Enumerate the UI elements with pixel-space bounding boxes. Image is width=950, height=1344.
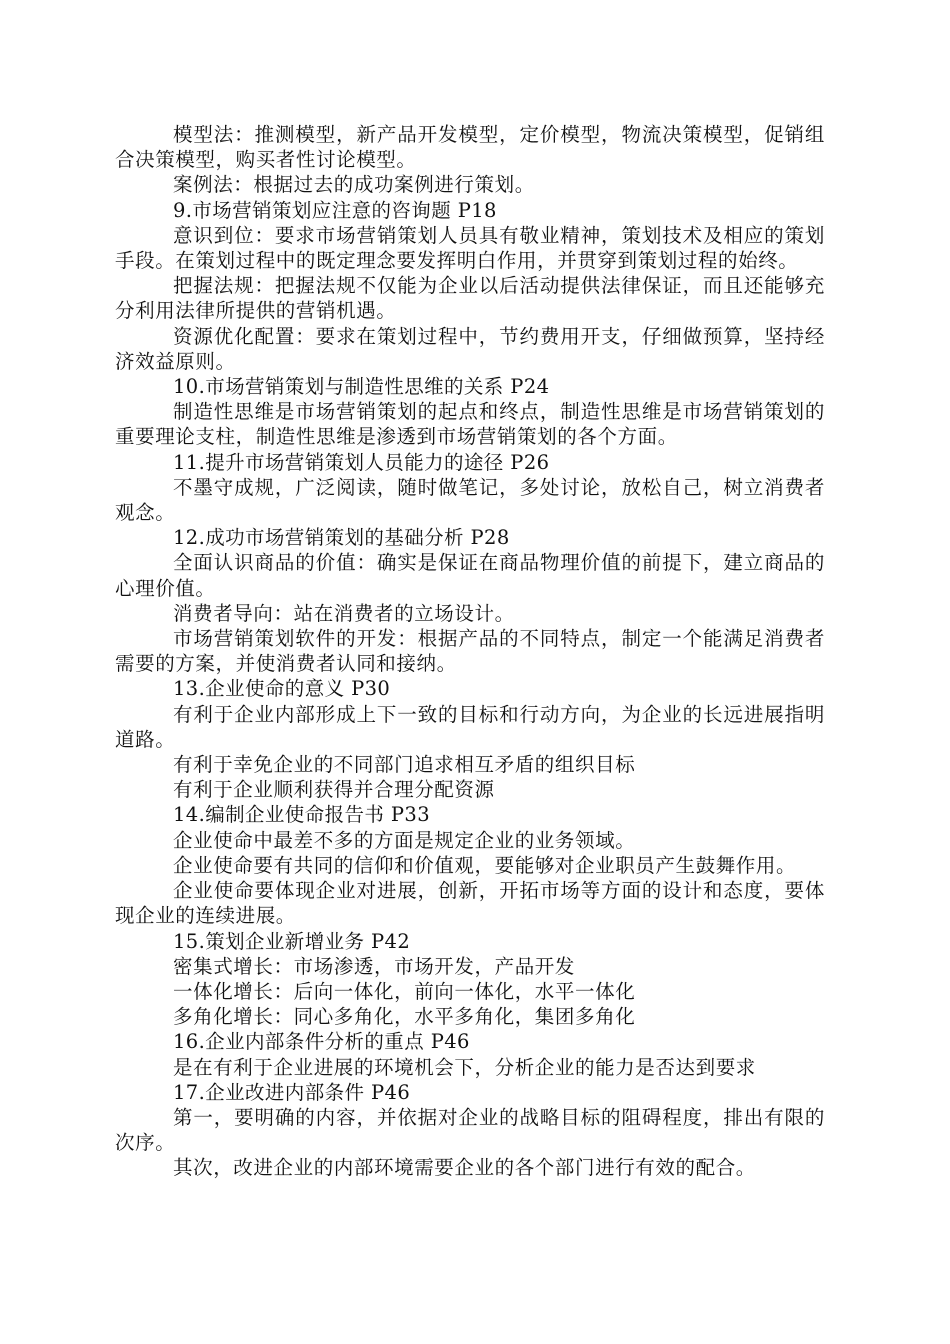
paragraph: 企业使命要体现企业对进展，创新，开拓市场等方面的设计和态度，要体现企业的连续进展。: [115, 879, 825, 928]
paragraph: 企业使命要有共同的信仰和价值观，要能够对企业职员产生鼓舞作用。: [173, 853, 797, 877]
paragraph: 消费者导向：站在消费者的立场设计。: [173, 601, 515, 625]
paragraph: 密集式增长：市场渗透，市场开发，产品开发: [173, 954, 576, 978]
section-heading: 13.企业使命的意义 P30: [173, 677, 391, 701]
section-heading: 12.成功市场营销策划的基础分析 P28: [173, 526, 510, 550]
section-heading: 17.企业改进内部条件 P46: [173, 1080, 411, 1104]
paragraph: 意识到位：要求市场营销策划人员具有敬业精神，策划技术及相应的策划手段。在策划过程中的既定理念要发挥明白作用，并贯穿到策划过程的始终。: [115, 223, 825, 273]
paragraph: 资源优化配置：要求在策划过程中，节约费用开支，仔细做预算，坚持经济效益原则。: [115, 324, 825, 373]
paragraph: 一体化增长：后向一体化，前向一体化，水平一体化: [173, 979, 636, 1003]
document-body: [115, 122, 825, 1181]
paragraph: 市场营销策划软件的开发：根据产品的不同特点，制定一个能满足消费者需要的方案，并使消费者认同和接纳。: [115, 627, 825, 676]
paragraph: 有利于幸免企业的不同部门追求相互矛盾的组织目标: [173, 753, 636, 777]
section-heading: 16.企业内部条件分析的重点 P46: [173, 1030, 470, 1054]
paragraph: 模型法：推测模型，新产品开发模型，定价模型，物流决策模型，促销组合决策模型，购买者性讨论模型。: [115, 123, 825, 172]
paragraph: 第一，要明确的内容，并依据对企业的战略目标的阻碍程度，排出有限的次序。: [115, 1105, 825, 1155]
paragraph: 案例法：根据过去的成功案例进行策划。: [173, 173, 535, 197]
section-heading: 10.市场营销策划与制造性思维的关系 P24: [173, 375, 550, 399]
paragraph: 是在有利于企业进展的环境机会下，分析企业的能力是否达到要求: [173, 1055, 756, 1079]
paragraph: 不墨守成规，广泛阅读，随时做笔记，多处讨论，放松自己，树立消费者观念。: [115, 475, 825, 525]
paragraph: 其次，改进企业的内部环境需要企业的各个部门进行有效的配合。: [173, 1156, 756, 1180]
paragraph: 把握法规：把握法规不仅能为企业以后活动提供法律保证，而且还能够充分利用法律所提供的营销机遇。: [115, 274, 825, 323]
paragraph: 多角化增长：同心多角化，水平多角化，集团多角化: [173, 1005, 636, 1029]
section-heading: 14.编制企业使命报告书 P33: [173, 803, 431, 827]
section-heading: 11.提升市场营销策划人员能力的途径 P26: [173, 450, 550, 474]
section-heading: 9.市场营销策划应注意的咨询题 P18: [173, 198, 497, 222]
paragraph: 有利于企业内部形成上下一致的目标和行动方向，为企业的长远进展指明道路。: [115, 702, 825, 751]
section-heading: 15.策划企业新增业务 P42: [173, 929, 411, 953]
paragraph: 制造性思维是市场营销策划的起点和终点，制造性思维是市场营销策划的重要理论支柱，制造性思维是渗透到市场营销策划的各个方面。: [115, 400, 825, 449]
paragraph: 全面认识商品的价值：确实是保证在商品物理价值的前提下，建立商品的心理价值。: [115, 551, 825, 600]
paragraph: 企业使命中最差不多的方面是规定企业的业务领域。: [173, 828, 636, 852]
paragraph: 有利于企业顺利获得并合理分配资源: [173, 778, 495, 802]
